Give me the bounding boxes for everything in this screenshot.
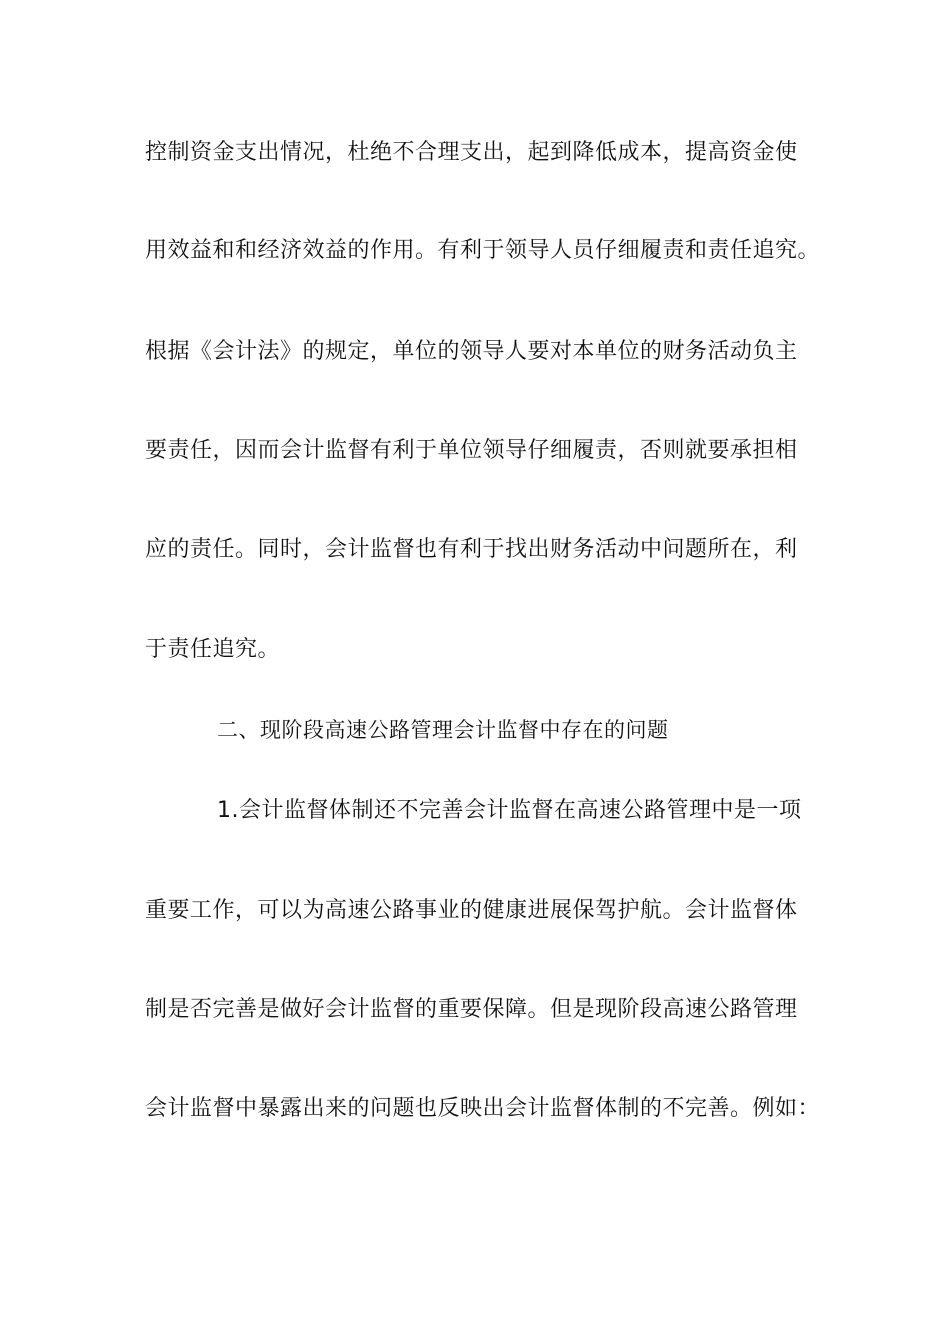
paragraph-line: 于责任追究。 <box>145 637 281 662</box>
paragraph-line: 用效益和和经济效益的作用。有利于领导人员仔细履责和责任追究。 <box>145 238 821 263</box>
paragraph-line: 要责任，因而会计监督有利于单位领导仔细履责，否则就要承担相 <box>145 438 798 463</box>
section-heading: 二、现阶段高速公路管理会计监督中存在的问题 <box>217 718 669 742</box>
paragraph-line: 重要工作，可以为高速公路事业的健康进展保驾护航。会计监督体 <box>145 898 798 923</box>
list-item-first-line: 1.会计监督体制还不完善会计监督在高速公路管理中是一项 <box>217 798 802 823</box>
paragraph-line: 应的责任。同时，会计监督也有利于找出财务活动中问题所在，利 <box>145 537 798 562</box>
paragraph-line: 根据《会计法》的规定，单位的领导人要对本单位的财务活动负主 <box>145 339 798 364</box>
paragraph-line: 会计监督中暴露出来的问题也反映出会计监督体制的不完善。例如： <box>145 1096 821 1121</box>
paragraph-line: 制是否完善是做好会计监督的重要保障。但是现阶段高速公路管理 <box>145 997 798 1022</box>
paragraph-line: 控制资金支出情况，杜绝不合理支出，起到降低成本，提高资金使 <box>145 140 798 165</box>
